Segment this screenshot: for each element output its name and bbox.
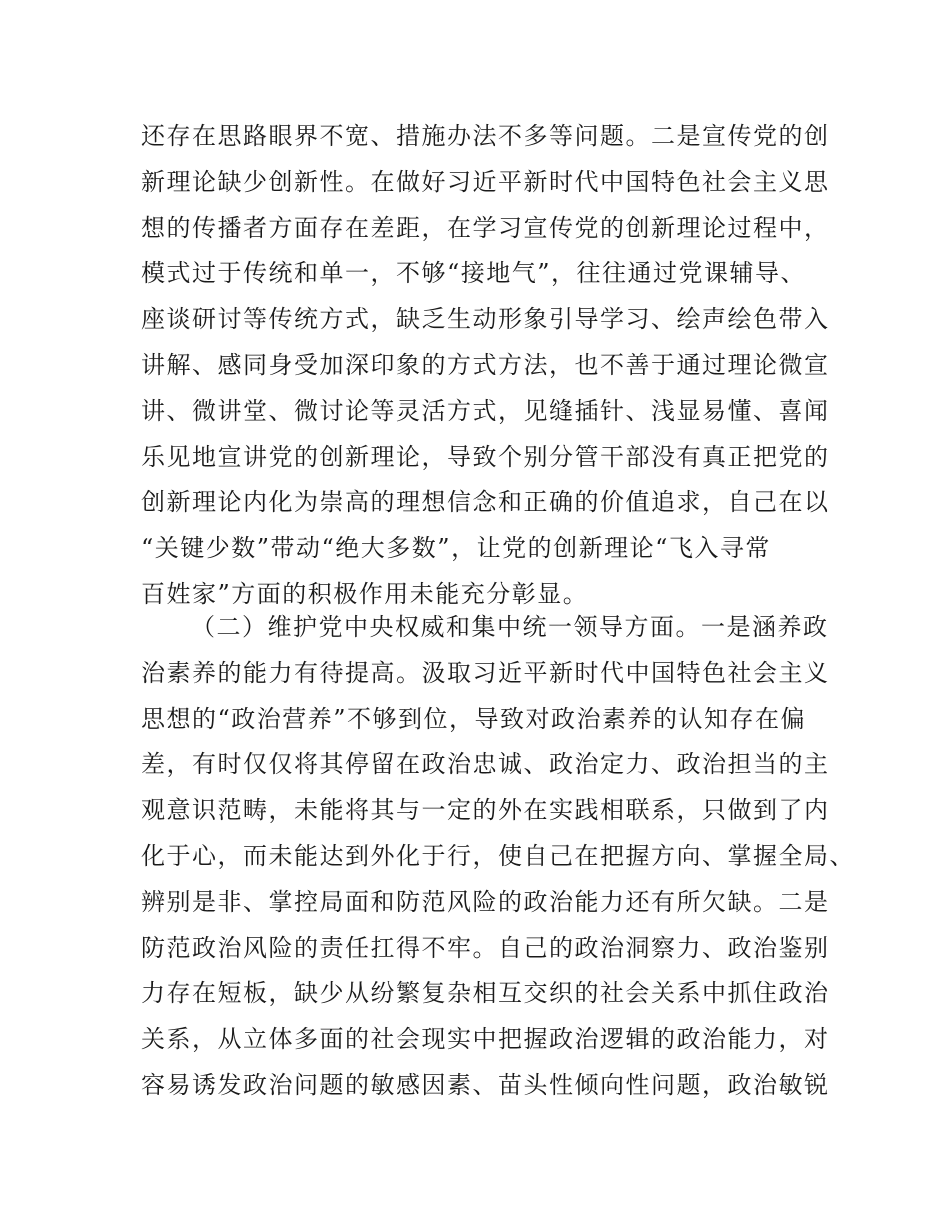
text-line: 模式过于传统和单一，不够“接地气”，往往通过党课辅导、 (141, 259, 807, 288)
text-line: 座谈研讨等传统方式，缺乏生动形象引导学习、绘声绘色带入 (141, 305, 830, 334)
text-line: 关系，从立体多面的社会现实中把握政治逻辑的政治能力，对 (141, 1025, 830, 1054)
text-line: 辨别是非、掌控局面和防范风险的政治能力还有所欠缺。二是 (141, 887, 830, 916)
text-line: 差，有时仅仅将其停留在政治忠诚、政治定力、政治担当的主 (141, 750, 830, 779)
text-line: 观意识范畴，未能将其与一定的外在实践相联系，只做到了内 (141, 796, 830, 825)
paragraph-section-two (141, 605, 855, 1109)
text-line: 创新理论内化为崇高的理想信念和正确的价值追求，自己在以 (141, 488, 830, 517)
text-line: “关键少数”带动“绝大多数”，让党的创新理论“飞入寻常 (141, 534, 771, 563)
text-line: 化于心，而未能达到外化于行，使自己在把握方向、掌握全局、 (141, 841, 855, 870)
text-line: 百姓家”方面的积极作用未能充分彰显。 (141, 579, 589, 608)
text-line: 思想的“政治营养”不够到位，导致对政治素养的认知存在偏 (141, 704, 807, 733)
text-line: 乐见地宣讲党的创新理论，导致个别分管干部没有真正把党的 (141, 442, 830, 471)
text-line: 讲解、感同身受加深印象的方式方法，也不善于通过理论微宣 (141, 350, 830, 379)
text-line: 还存在思路眼界不宽、措施办法不多等问题。二是宣传党的创 (141, 122, 830, 150)
text-line: 容易诱发政治问题的敏感因素、苗头性倾向性问题，政治敏锐 (141, 1070, 830, 1099)
text-line: 新理论缺少创新性。在做好习近平新时代中国特色社会主义思 (141, 167, 830, 196)
paragraph-continued (141, 114, 831, 618)
text-line: 讲、微讲堂、微讨论等灵活方式，见缝插针、浅显易懂、喜闻 (141, 396, 830, 425)
text-line: 治素养的能力有待提高。汲取习近平新时代中国特色社会主义 (141, 658, 830, 687)
text-line: 力存在短板，缺少从纷繁复杂相互交织的社会关系中抓住政治 (141, 979, 830, 1008)
text-line: 想的传播者方面存在差距，在学习宣传党的创新理论过程中， (141, 213, 830, 242)
text-line: 防范政治风险的责任扛得不牢。自己的政治洞察力、政治鉴别 (141, 933, 830, 962)
text-line-indented: （二）维护党中央权威和集中统一领导方面。一是涵养政 (191, 613, 829, 641)
